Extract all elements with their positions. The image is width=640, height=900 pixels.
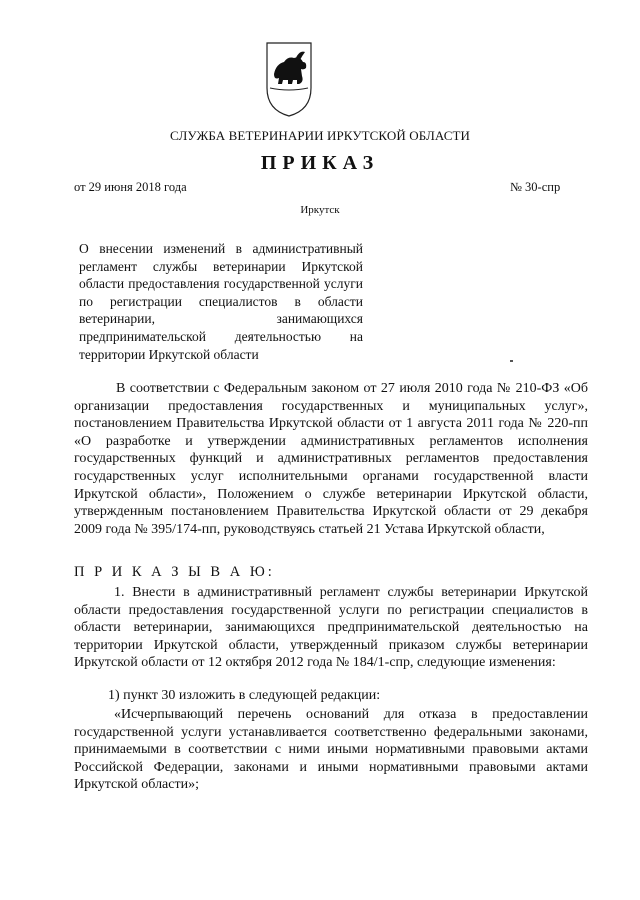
order-heading: П Р И К А З Ы В А Ю: <box>74 564 275 580</box>
preamble-paragraph: В соответствии с Федеральным законом от 27 июля 2010 года № 210-ФЗ «Об организации предоставления государственных и муниципальных услуг», постановлением Правительства Иркутской области от 1 августа 2011 года № 220-пп «О разработке и утверждении административных регламентов исполнения государственных функций и административных регламентов предоставления государственных услуг исполнительными органами государственной власти Иркутской области», Положением о службе ветеринарии Иркутской области, утвержденным постановлением Правительства Иркутской области от 29 декабря 2009 года № 395/174-пп, руководствуясь статьей 21 Устава Иркутской области, <box>74 381 588 537</box>
document-number: № 30-спр <box>510 180 561 194</box>
document-city: Иркутск <box>300 204 340 216</box>
document-subject: О внесении изменений в административный регламент службы ветеринарии Иркутской области предоставления государственной услуги по регистрации специалистов в области ветеринарии, занимающихся предпринимательской деятельностью на территории Иркутской области <box>79 241 363 362</box>
scan-speck <box>510 360 513 362</box>
document-date: от 29 июня 2018 года <box>74 180 187 194</box>
subitem-1-paragraph: 1) пункт 30 изложить в следующей редакции: <box>108 688 381 703</box>
irkutsk-coat-of-arms-icon <box>264 40 314 118</box>
quoted-paragraph: «Исчерпывающий перечень оснований для отказа в предоставлении государственной услуги устанавливается соответственно федеральными законами, принимаемыми в соответствии с ними иными нормативными правовыми актами Российской Федерации, законами и иными нормативными правовыми актами Иркутской области»; <box>74 707 588 793</box>
item-1-paragraph: 1. Внести в административный регламент службы ветеринарии Иркутской области предоставления государственной услуги по регистрации специалистов в области ветеринарии, занимающихся предпринимательской деятельностью на территории Иркутской области, утвержденный приказом службы ветеринарии Иркутской области от 12 октября 2012 года № 184/1-спр, следующие изменения: <box>74 585 588 671</box>
organization-name: СЛУЖБА ВЕТЕРИНАРИИ ИРКУТСКОЙ ОБЛАСТИ <box>170 128 470 143</box>
document-type-title: ПРИКАЗ <box>260 152 380 174</box>
